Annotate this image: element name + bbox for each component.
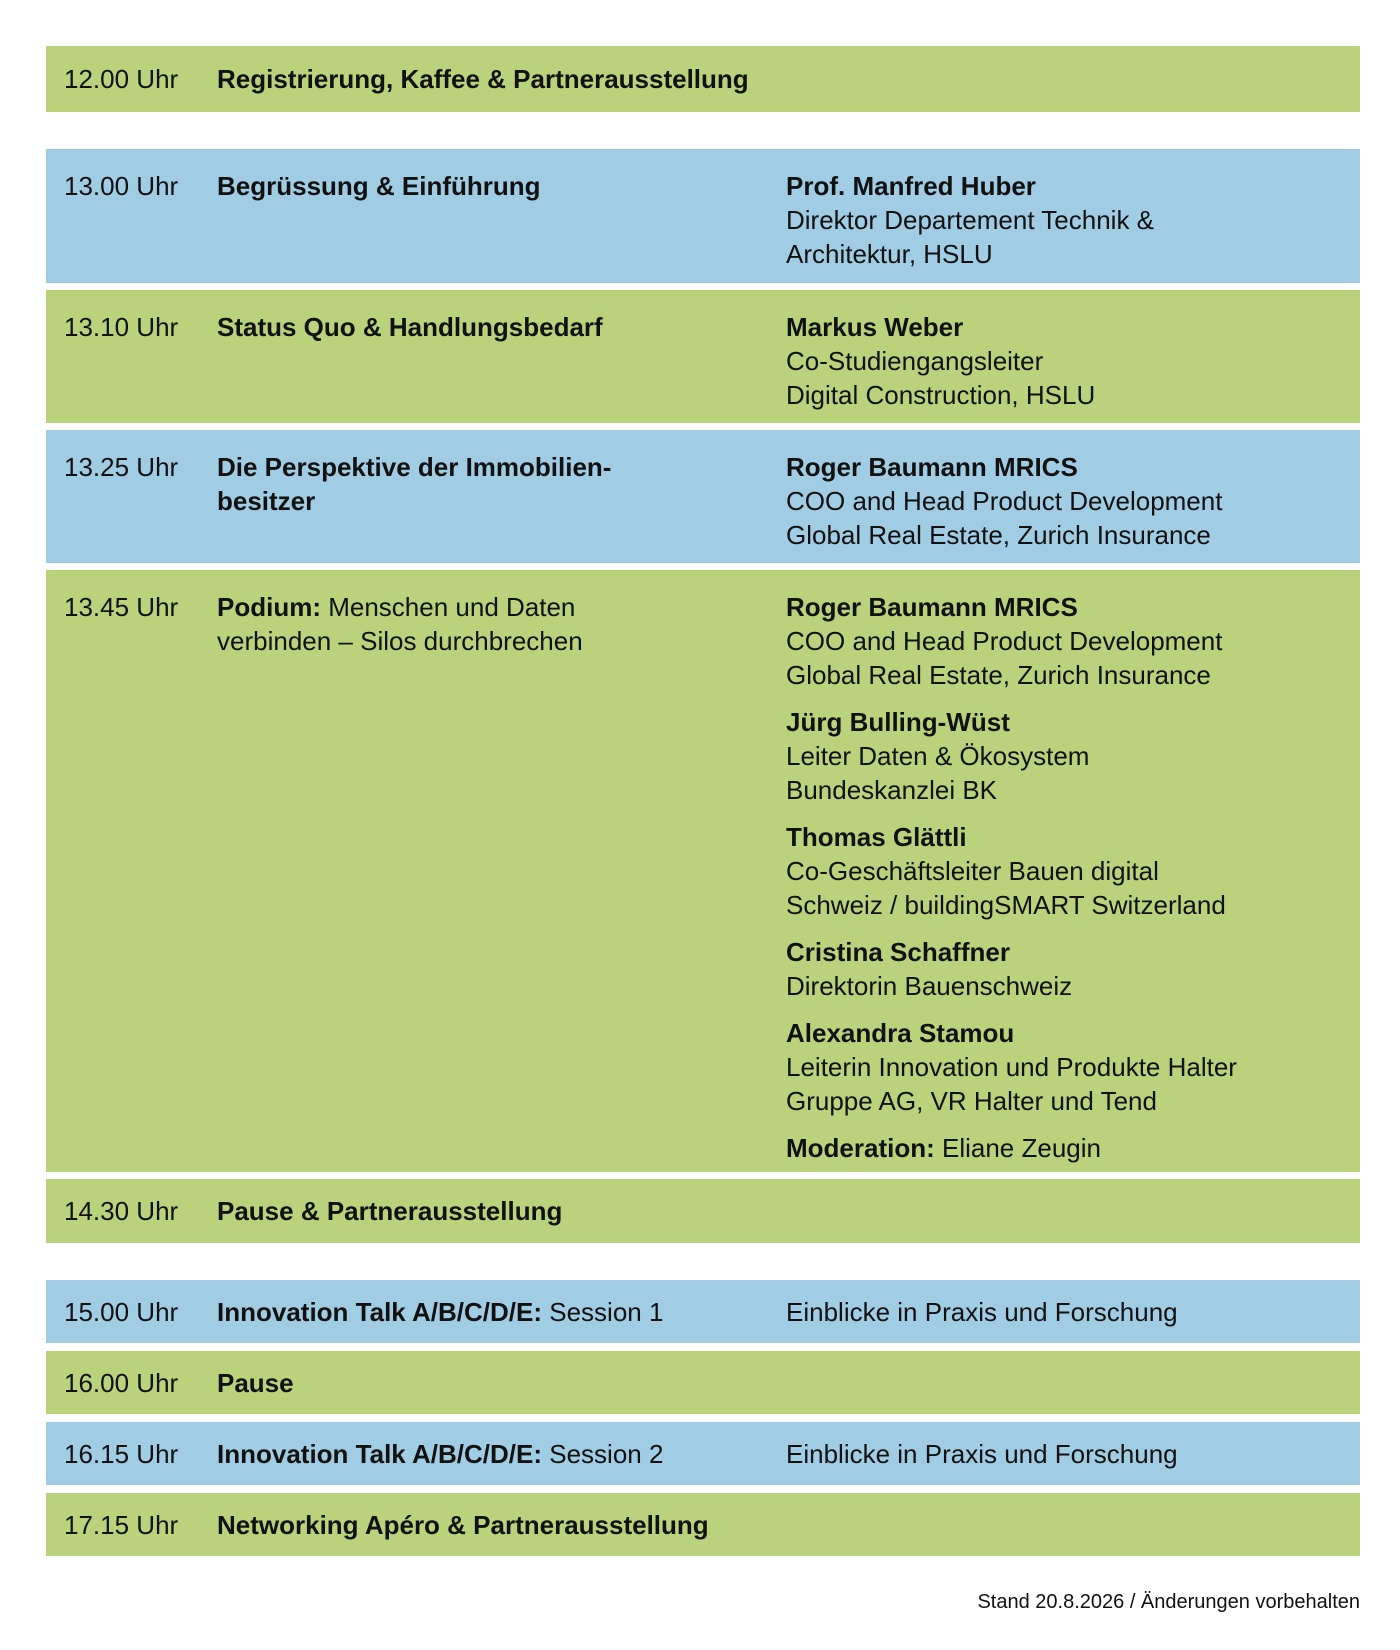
- speaker-role: Co-Studiengangsleiter: [786, 346, 1044, 376]
- moderator-name: Eliane Zeugin: [934, 1133, 1101, 1163]
- speaker-role: Bundeskanzlei BK: [786, 775, 998, 805]
- row-time: 15.00 Uhr: [64, 1297, 179, 1327]
- speaker-name: Cristina Schaffner: [786, 937, 1010, 967]
- row-time: 13.10 Uhr: [64, 312, 179, 342]
- agenda-row-1430: [46, 1179, 1360, 1243]
- speaker: [786, 450, 1346, 552]
- speaker-role: Leiter Daten & Ökosystem: [786, 741, 1090, 771]
- speaker-name: Roger Baumann MRICS: [786, 452, 1078, 482]
- podium-label: Podium:: [217, 592, 321, 622]
- agenda-row-1600: [46, 1351, 1360, 1414]
- row-title: [217, 590, 717, 658]
- podium-topic-line2: verbinden – Silos durchbrechen: [217, 626, 583, 656]
- speaker-role: Global Real Estate, Zurich Insurance: [786, 520, 1211, 550]
- speaker: [786, 169, 1346, 271]
- speaker-role: Digital Construction, HSLU: [786, 380, 1096, 410]
- speaker-name: Jürg Bulling-Wüst: [786, 707, 1010, 737]
- session-note: Einblicke in Praxis und Forschung: [786, 1297, 1178, 1327]
- speaker-role: Global Real Estate, Zurich Insurance: [786, 660, 1211, 690]
- row-title: Pause & Partnerausstellung: [217, 1196, 563, 1226]
- speaker-role: Architektur, HSLU: [786, 239, 993, 269]
- speaker-name: Prof. Manfred Huber: [786, 171, 1036, 201]
- row-title: Status Quo & Handlungsbedarf: [217, 312, 603, 342]
- row-time: 16.15 Uhr: [64, 1439, 179, 1469]
- row-time: 13.45 Uhr: [64, 592, 179, 622]
- row-time: 12.00 Uhr: [64, 64, 179, 94]
- speaker-role: COO and Head Product Development: [786, 626, 1223, 656]
- podium-topic: Menschen und Daten: [321, 592, 576, 622]
- row-time: 16.00 Uhr: [64, 1368, 179, 1398]
- speaker-role: Direktorin Bauenschweiz: [786, 971, 1073, 1001]
- row-time: 13.25 Uhr: [64, 452, 179, 482]
- session-note: Einblicke in Praxis und Forschung: [786, 1439, 1178, 1469]
- speaker-role: Gruppe AG, VR Halter und Tend: [786, 1086, 1157, 1116]
- speaker: [786, 1016, 1346, 1118]
- speaker-role: Schweiz / buildingSMART Switzerland: [786, 890, 1226, 920]
- row-time: 17.15 Uhr: [64, 1510, 179, 1540]
- row-title: Begrüssung & Einführung: [217, 171, 541, 201]
- agenda-row-1300: [46, 149, 1360, 283]
- speaker: [786, 935, 1346, 1003]
- agenda-row-1325: [46, 430, 1360, 563]
- row-title: Pause: [217, 1368, 294, 1398]
- moderation: [786, 1131, 1346, 1165]
- speaker: [786, 820, 1346, 922]
- row-time: 13.00 Uhr: [64, 171, 179, 201]
- speaker-name: Markus Weber: [786, 312, 964, 342]
- speaker: [786, 705, 1346, 807]
- speaker-name: Roger Baumann MRICS: [786, 592, 1078, 622]
- moderation-label: Moderation:: [786, 1133, 935, 1163]
- speaker-role: Direktor Departement Technik &: [786, 205, 1155, 235]
- speaker-role: Leiterin Innovation und Produkte Halter: [786, 1052, 1237, 1082]
- speaker-name: Alexandra Stamou: [786, 1018, 1015, 1048]
- agenda-row-1615: [46, 1422, 1360, 1485]
- agenda-row-1715: [46, 1493, 1360, 1556]
- row-time: 14.30 Uhr: [64, 1196, 179, 1226]
- footnote: Stand 20.8.2026 / Änderungen vorbehalten: [977, 1591, 1360, 1613]
- agenda-row-1500: [46, 1280, 1360, 1343]
- speaker: [786, 310, 1346, 412]
- row-title: Registrierung, Kaffee & Partnerausstellung: [217, 64, 749, 94]
- speaker-role: COO and Head Product Development: [786, 486, 1223, 516]
- agenda-row-1310: [46, 290, 1360, 423]
- speaker-role: Co-Geschäftsleiter Bauen digital: [786, 856, 1159, 886]
- row-title: Innovation Talk A/B/C/D/E: Session 2: [217, 1439, 664, 1469]
- row-title: Die Perspektive der Immobilien- besitzer: [217, 452, 612, 516]
- row-title: Networking Apéro & Partnerausstellung: [217, 1510, 709, 1540]
- agenda-row-1200: [46, 46, 1360, 112]
- row-title: Innovation Talk A/B/C/D/E: Session 1: [217, 1297, 664, 1327]
- speaker: [786, 590, 1346, 692]
- speaker-name: Thomas Glättli: [786, 822, 967, 852]
- speaker-list: [786, 590, 1346, 1178]
- agenda-row-1345: [46, 570, 1360, 1172]
